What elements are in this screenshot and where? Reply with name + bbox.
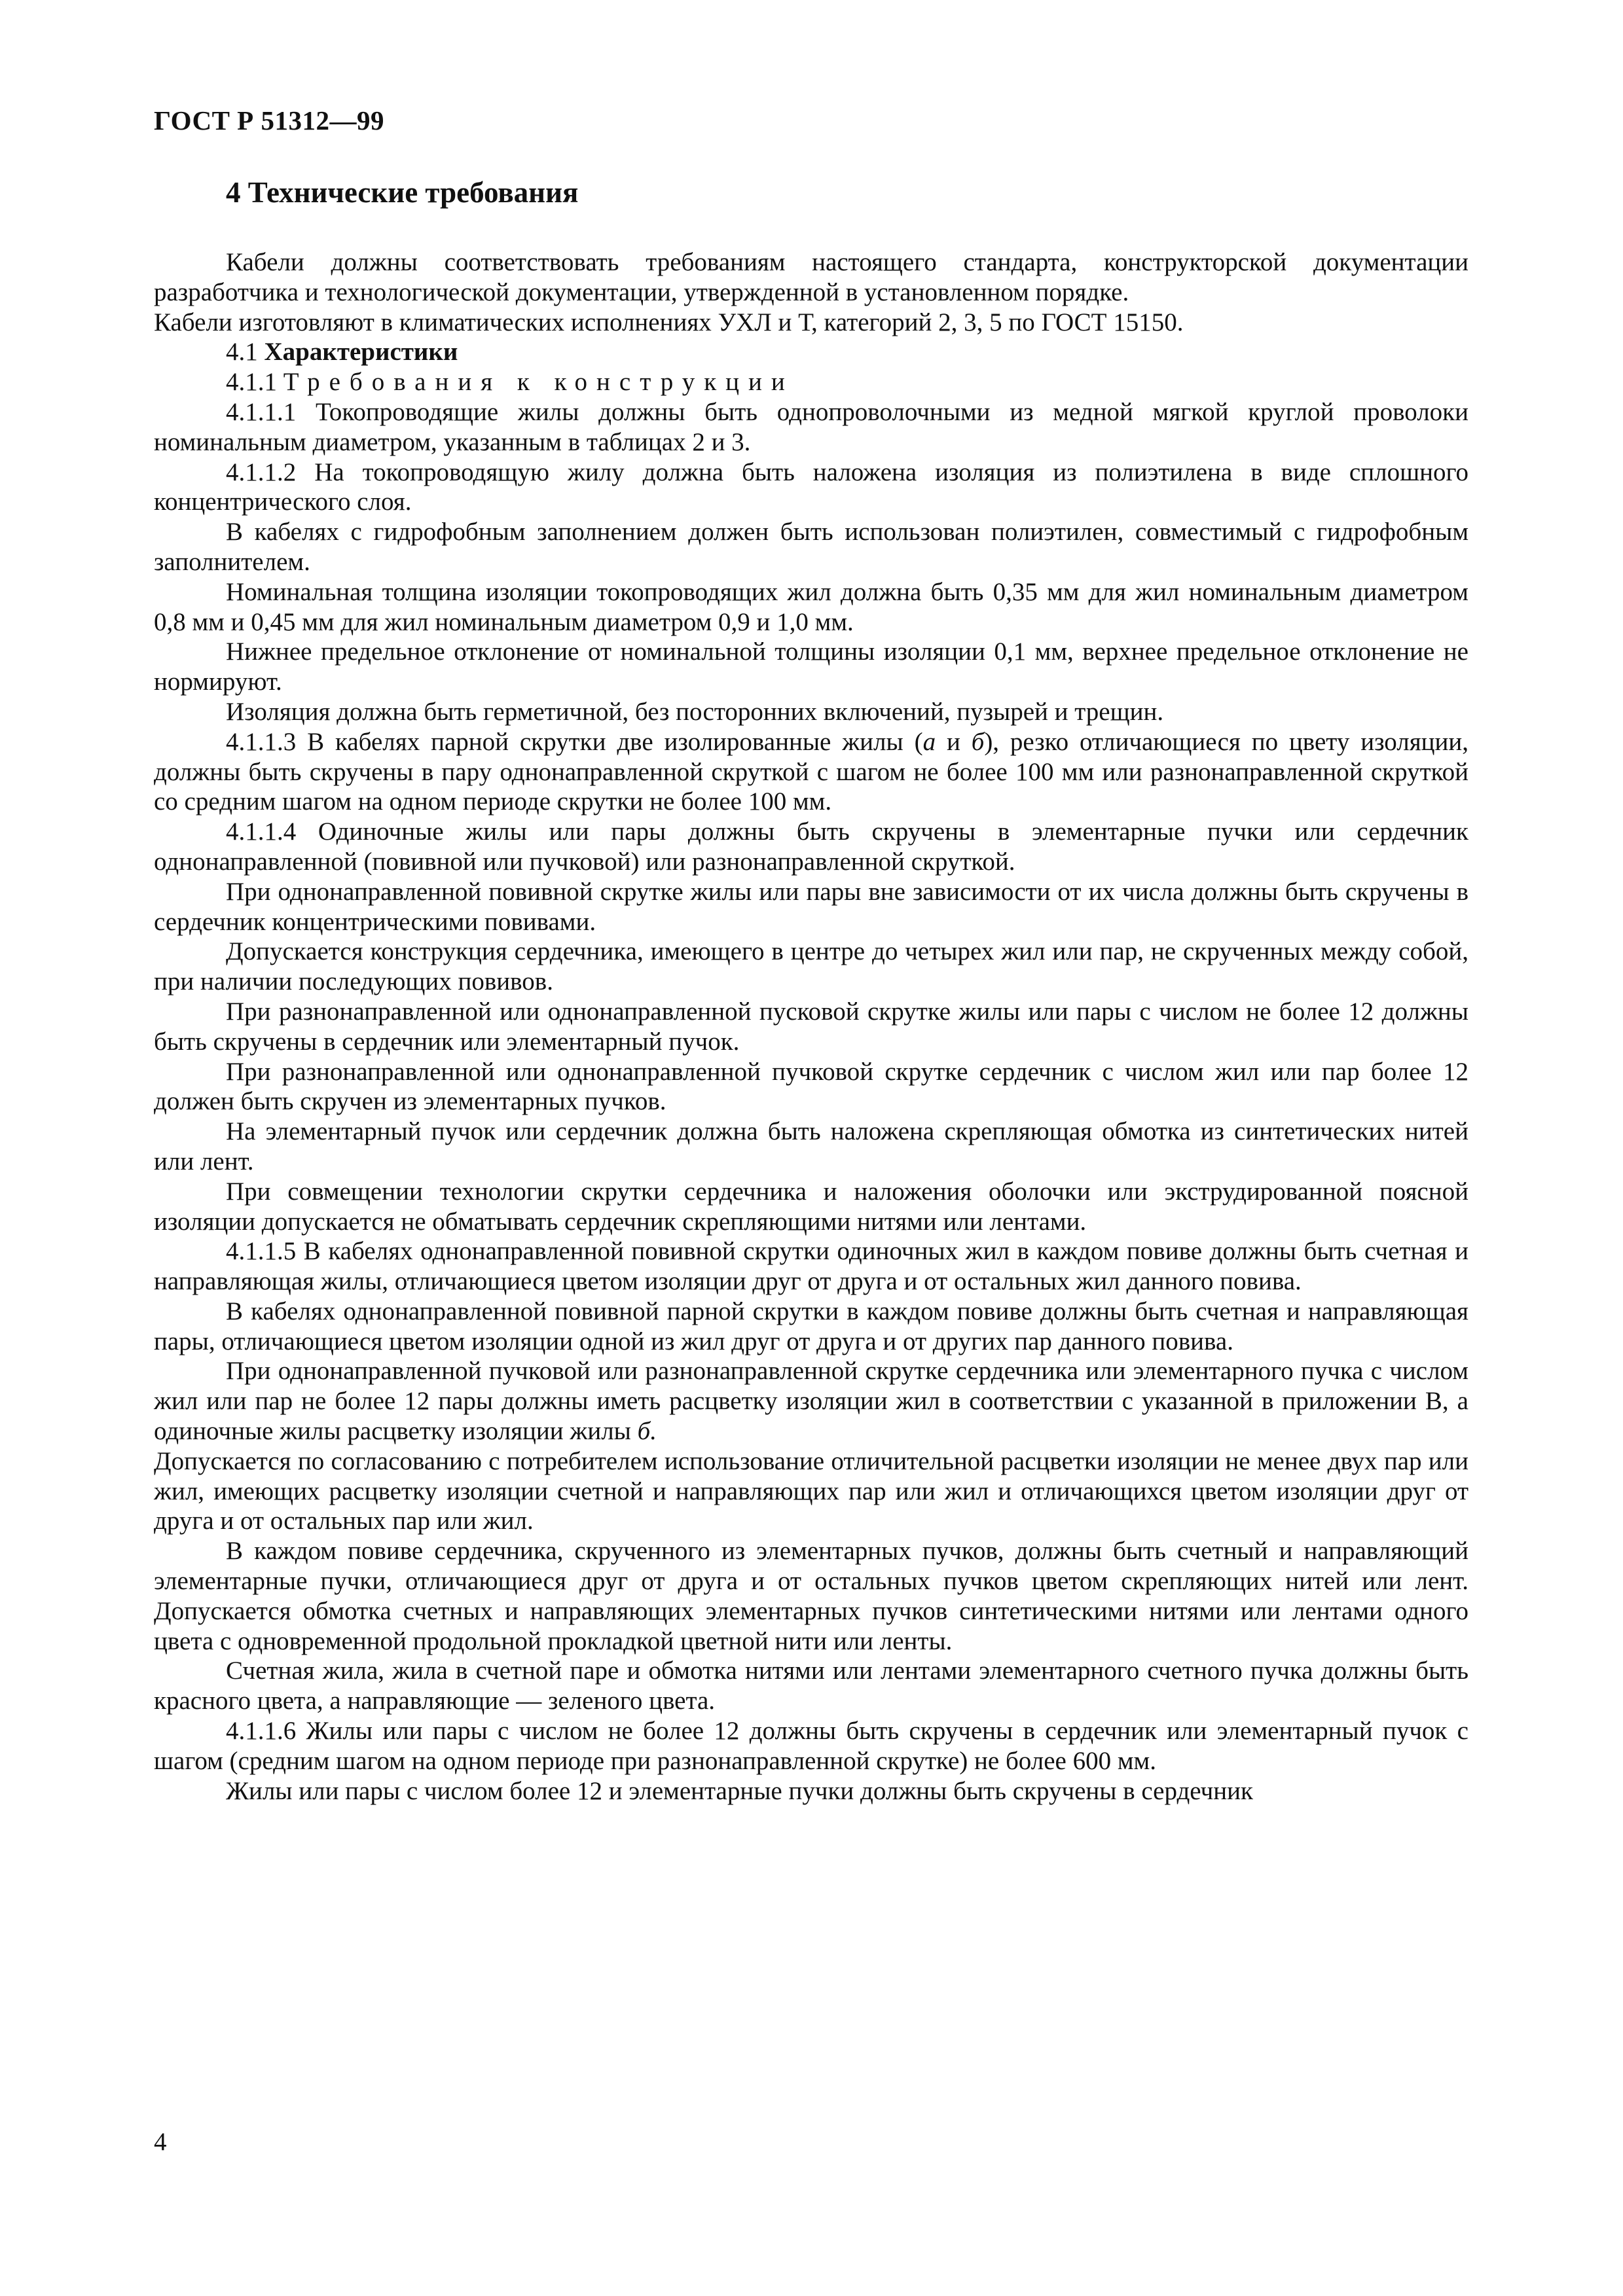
subsubsection-heading [154, 367, 1468, 397]
italic-run: б. [637, 1417, 657, 1446]
document-header: ГОСТ Р 51312—99 [154, 105, 384, 135]
page-number: 4 [154, 2128, 167, 2156]
subsubsection-number: 4.1.1 [226, 368, 277, 397]
paragraph: При разнонаправленной или однонаправленной пучковой скрутке сердечник с числом жил или пар более 12 должен быть скручен из элементарных пучков. [154, 1057, 1468, 1116]
text-run: 4.1.1.3 В кабелях парной скрутки две изолированные жилы ( [226, 727, 923, 756]
subsection-title: Характеристики [264, 338, 458, 367]
paragraph: Изоляция должна быть герметичной, без посторонних включений, пузырей и трещин. [226, 697, 1164, 726]
paragraph: При разнонаправленной или однонаправленной пусковой скрутке жилы или пары с числом не более 12 должны быть скручены в сердечник или элементарный пучок. [154, 997, 1468, 1056]
paragraph: В каждом повиве сердечника, скрученного из элементарных пучков, должны быть счетный и направляющий элементарные пучки, отличающиеся друг от друга и от остальных пучков цветом скрепляющих нитей или лент. Допускается обмотка счетных и направляющих элементарных пучков синтетическими нитями или лентами одного цвета с одновременной продольной прокладкой цветной нити или ленты. [154, 1537, 1468, 1655]
paragraph: 4.1.1.5 В кабелях однонаправленной повивной скрутки одиночных жил в каждом повиве должны быть счетная и направляющая жилы, отличающиеся цветом изоляции друг от друга и от остальных жил данного повива. [154, 1237, 1468, 1296]
paragraph: Нижнее предельное отклонение от номинальной толщины изоляции 0,1 мм, верхнее предельное отклонение не нормируют. [154, 637, 1468, 696]
paragraph [154, 1356, 1468, 1446]
italic-run: б [971, 727, 985, 756]
paragraph: 4.1.1.6 Жилы или пары с числом не более 12 должны быть скручены в сердечник или элементарный пучок с шагом (средним шагом на одном периоде при разнонаправленной скрутке) не более 600 мм. [154, 1717, 1468, 1775]
paragraph: Допускается по согласованию с потребителем использование отличительной расцветки изоляции не менее двух пар или жил, имеющих расцветку изоляции счетной и направляющих пар или жил и отличающихся цветом изоляции друг от друга и от остальных пар или жил. [154, 1446, 1468, 1535]
paragraph: 4.1.1.2 На токопроводящую жилу должна быть наложена изоляция из полиэтилена в виде сплошного концентрического слоя. [154, 457, 1468, 516]
subsubsection-title: Требования к конструкции [283, 368, 794, 397]
subsection-heading [154, 337, 1468, 367]
paragraph: В кабелях однонаправленной повивной парной скрутки в каждом повиве должны быть счетная и направляющая пары, отличающиеся цветом изоляции одной из жил друг от друга и от других пар данного повива. [154, 1297, 1468, 1355]
paragraph: 4.1.1.1 Токопроводящие жилы должны быть однопроволочными из медной мягкой круглой проволоки номинальным диаметром, указанным в таблицах 2 и 3. [154, 397, 1468, 456]
paragraph: При однонаправленной повивной скрутке жилы или пары вне зависимости от их числа должны быть скручены в сердечник концентрическими повивами. [154, 877, 1468, 936]
paragraph [154, 727, 1468, 817]
italic-run: а [922, 727, 936, 756]
paragraph: 4.1.1.4 Одиночные жилы или пары должны быть скручены в элементарные пучки или сердечник однонаправленной (повивной или пучковой) или разнонаправленной скруткой. [154, 817, 1468, 876]
subsection-number: 4.1 [226, 338, 258, 367]
paragraph: На элементарный пучок или сердечник должна быть наложена скрепляющая обмотка из синтетических нитей или лент. [154, 1117, 1468, 1175]
paragraph: Номинальная толщина изоляции токопроводящих жил должна быть 0,35 мм для жил номинальным диаметром 0,8 мм и 0,45 мм для жил номинальным диаметром 0,9 и 1,0 мм. [154, 577, 1468, 636]
section-title: 4 Технические требования [226, 176, 579, 209]
paragraph: Допускается конструкция сердечника, имеющего в центре до четырех жил или пар, не скрученных между собой, при наличии последующих повивов. [154, 937, 1468, 996]
text-run: При однонаправленной пучковой или разнонаправленной скрутке сердечника или элементарного пучка с числом жил или пар не более 12 пары должны иметь расцветку изоляции жил в соответствии с указанной в приложении В, а одиночные жилы расцветку изоляции жилы [154, 1357, 1468, 1446]
text-run: ), резко отличающиеся по цвету изоляции, должны быть скручены в пару однонаправленной скруткой с шагом не более 100 мм или разнонаправленной скруткой со средним шагом на одном периоде скрутки не более 100 мм. [154, 727, 1468, 816]
paragraph: Кабели изготовляют в климатических исполнениях УХЛ и Т, категорий 2, 3, 5 по ГОСТ 15150. [154, 308, 1184, 336]
paragraph: В кабелях с гидрофобным заполнением должен быть использован полиэтилен, совместимый с гидрофобным заполнителем. [154, 518, 1468, 576]
document-body [154, 247, 1468, 1806]
paragraph: Кабели должны соответствовать требованиям настоящего стандарта, конструкторской документации разработчика и технологической документации, утвержденной в установленном порядке. [154, 248, 1468, 306]
paragraph: При совмещении технологии скрутки сердечника и наложения оболочки или экструдированной поясной изоляции допускается не обматывать сердечник скрепляющими нитями или лентами. [154, 1177, 1468, 1236]
paragraph: Счетная жила, жила в счетной паре и обмотка нитями или лентами элементарного счетного пучка должны быть красного цвета, а направляющие — зеленого цвета. [154, 1657, 1468, 1715]
paragraph: Жилы или пары с числом более 12 и элементарные пучки должны быть скручены в сердечник [226, 1776, 1253, 1805]
text-run: и [936, 727, 972, 756]
